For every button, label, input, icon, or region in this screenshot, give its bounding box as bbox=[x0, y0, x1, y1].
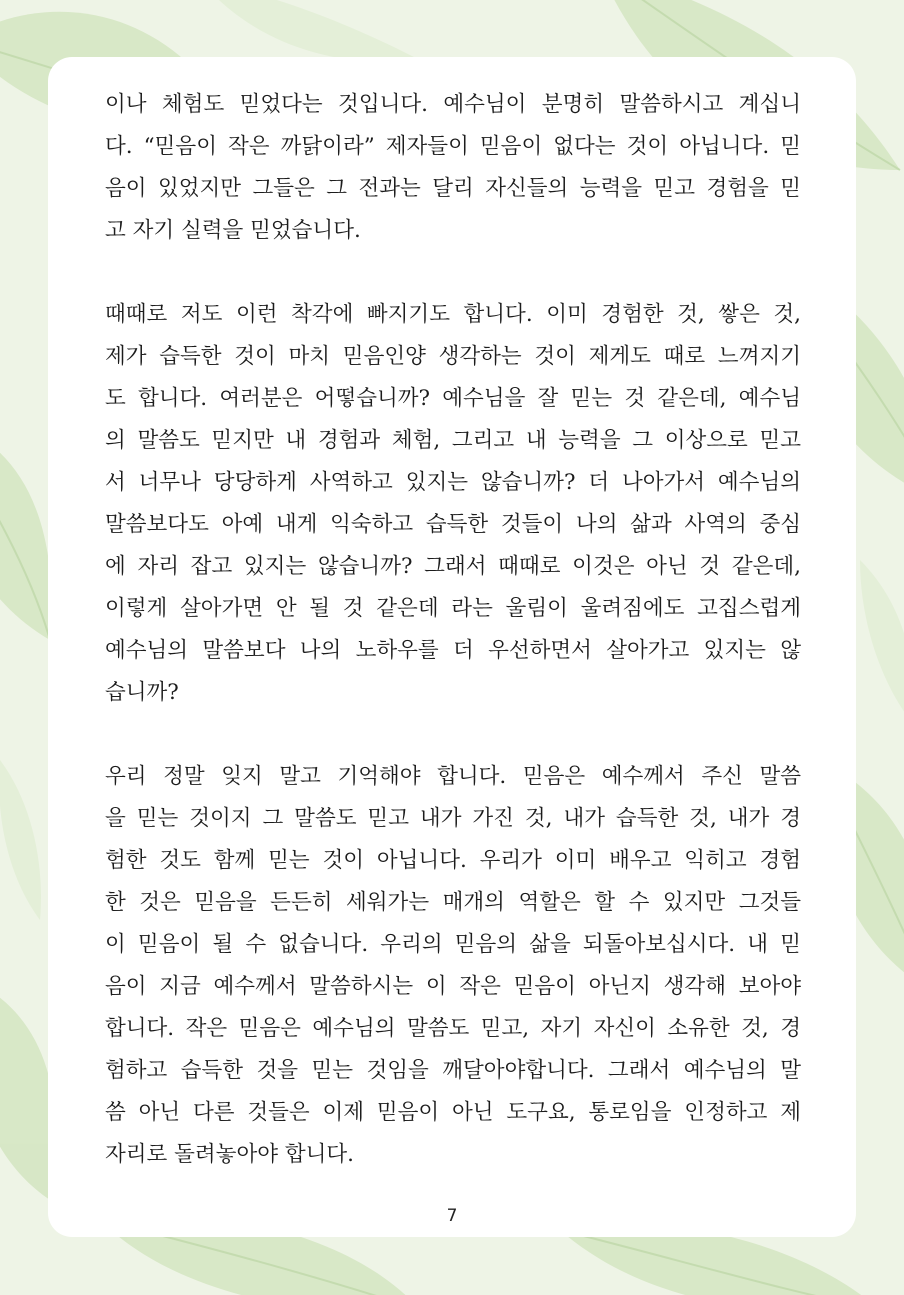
text-line: 합니다. 작은 믿음은 예수님의 말씀도 믿고, 자기 자신이 소유한 것, 경 bbox=[105, 1016, 801, 1041]
text-line: 말씀보다도 아예 내게 익숙하고 습득한 것들이 나의 삶과 사역의 중심 bbox=[105, 512, 801, 537]
text-line: 도 합니다. 여러분은 어떻습니까? 예수님을 잘 믿는 것 같은데, 예수님 bbox=[105, 386, 801, 411]
text-line: 음이 있었지만 그들은 그 전과는 달리 자신들의 능력을 믿고 경험을 믿 bbox=[105, 176, 801, 201]
paragraph-2 bbox=[105, 294, 801, 714]
text-line: 예수님의 말씀보다 나의 노하우를 더 우선하면서 살아가고 있지는 않 bbox=[105, 638, 801, 663]
text-line: 서 너무나 당당하게 사역하고 있지는 않습니까? 더 나아가서 예수님의 bbox=[105, 470, 801, 495]
text-line: 험한 것도 함께 믿는 것이 아닙니다. 우리가 이미 배우고 익히고 경험 bbox=[105, 848, 801, 873]
text-line: 험하고 습득한 것을 믿는 것임을 깨달아야합니다. 그래서 예수님의 말 bbox=[105, 1058, 801, 1083]
text-line: 고 자기 실력을 믿었습니다. bbox=[105, 218, 361, 243]
text-line: 한 것은 믿음을 든든히 세워가는 매개의 역할은 할 수 있지만 그것들 bbox=[105, 890, 801, 915]
text-line: 습니까? bbox=[105, 680, 179, 705]
paragraph-1 bbox=[105, 84, 801, 252]
text-line: 이렇게 살아가면 안 될 것 같은데 라는 울림이 울려짐에도 고집스럽게 bbox=[105, 596, 801, 621]
page-number: 7 bbox=[446, 1206, 458, 1226]
document-body bbox=[105, 84, 801, 1176]
text-line: 을 믿는 것이지 그 말씀도 믿고 내가 가진 것, 내가 습득한 것, 내가 경 bbox=[105, 806, 801, 831]
text-line: 이나 체험도 믿었다는 것입니다. 예수님이 분명히 말씀하시고 계십니 bbox=[105, 92, 801, 117]
paragraph-3 bbox=[105, 756, 801, 1176]
text-line: 에 자리 잡고 있지는 않습니까? 그래서 때때로 이것은 아닌 것 같은데, bbox=[105, 554, 801, 579]
text-line: 음이 지금 예수께서 말씀하시는 이 작은 믿음이 아닌지 생각해 보아야 bbox=[105, 974, 801, 999]
text-line: 씀 아닌 다른 것들은 이제 믿음이 아닌 도구요, 통로임을 인정하고 제 bbox=[105, 1100, 801, 1125]
text-line: 이 믿음이 될 수 없습니다. 우리의 믿음의 삶을 되돌아보십시다. 내 믿 bbox=[105, 932, 801, 957]
text-line: 다. “믿음이 작은 까닭이라” 제자들이 믿음이 없다는 것이 아닙니다. 믿 bbox=[105, 134, 801, 159]
text-line: 의 말씀도 믿지만 내 경험과 체험, 그리고 내 능력을 그 이상으로 믿고 bbox=[105, 428, 801, 453]
text-line: 우리 정말 잊지 말고 기억해야 합니다. 믿음은 예수께서 주신 말씀 bbox=[105, 764, 801, 789]
text-line: 자리로 돌려놓아야 합니다. bbox=[105, 1142, 354, 1167]
text-line: 제가 습득한 것이 마치 믿음인양 생각하는 것이 제게도 때로 느껴지기 bbox=[105, 344, 801, 369]
text-line: 때때로 저도 이런 착각에 빠지기도 합니다. 이미 경험한 것, 쌓은 것, bbox=[105, 302, 801, 327]
